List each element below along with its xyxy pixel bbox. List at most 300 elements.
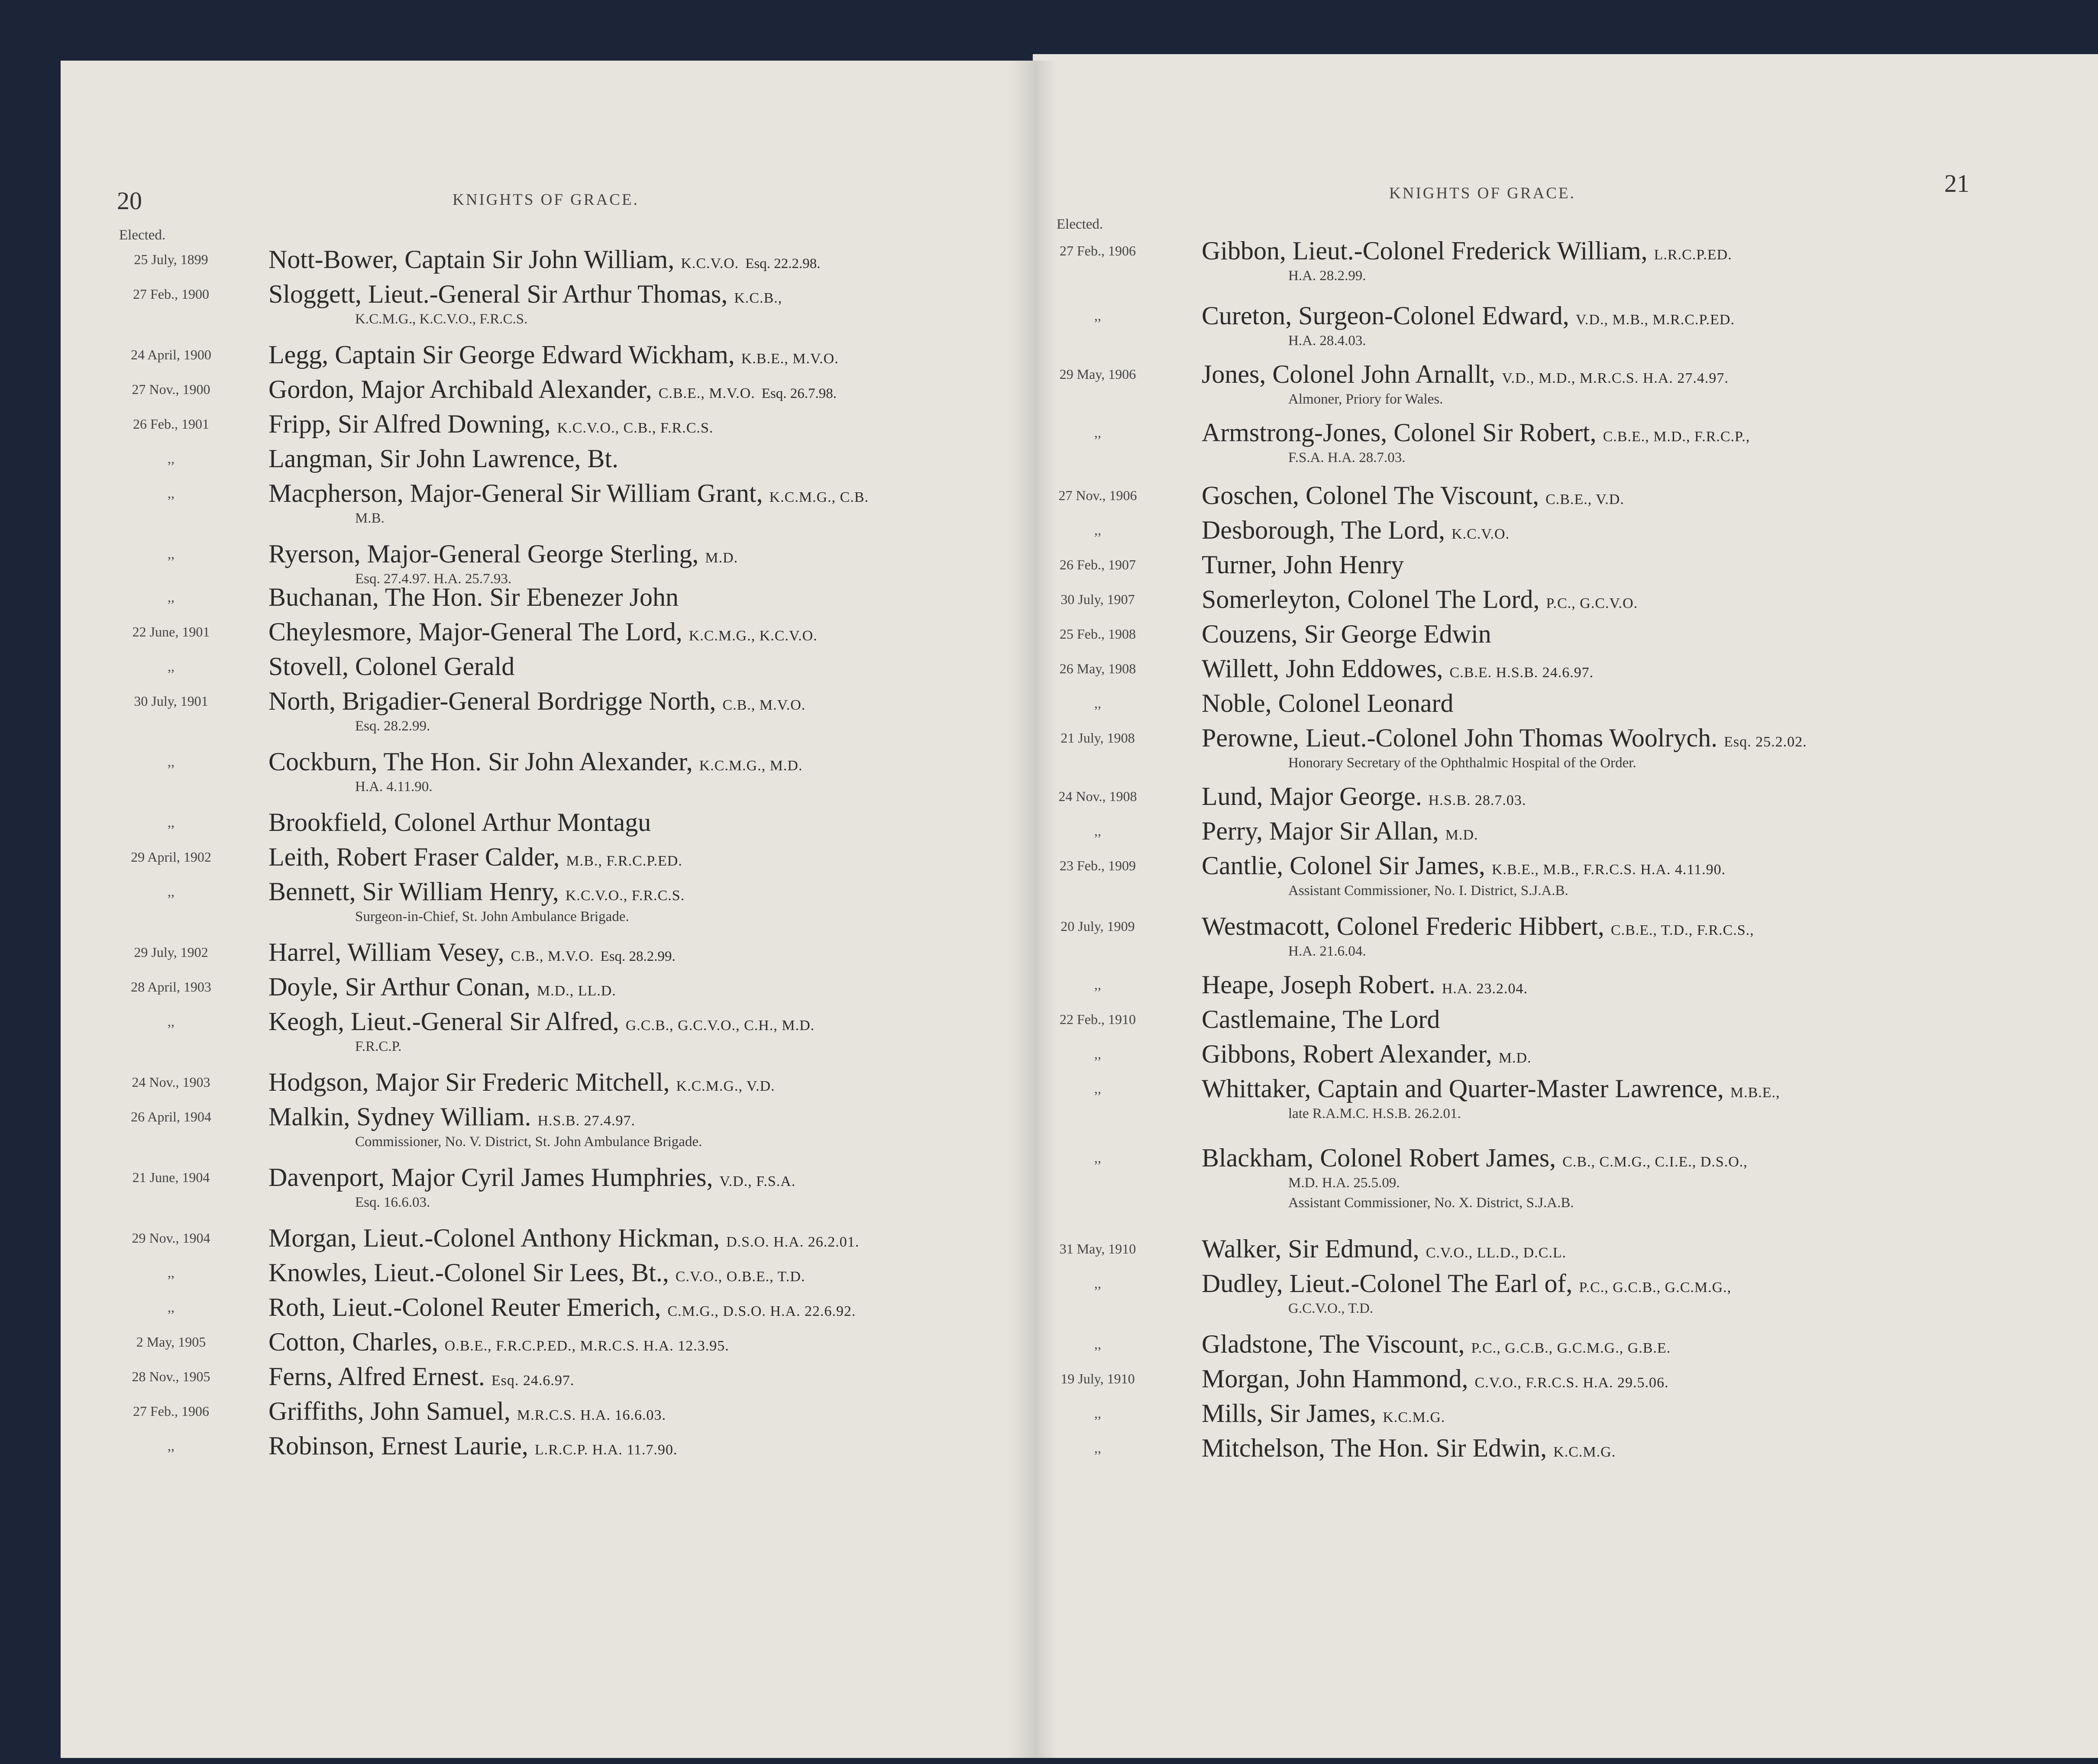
list-item	[61, 375, 1033, 410]
election-date: 29 Nov., 1904	[132, 1230, 210, 1246]
entry-subline: H.A. 28.4.03.	[1288, 333, 1366, 349]
knight-name: Westmacott, Colonel Frederic Hibbert,	[1202, 912, 1604, 940]
election-date: 29 July, 1902	[134, 944, 208, 960]
entry-subline: Commissioner, No. V. District, St. John Ambulance Brigade.	[355, 1134, 702, 1150]
election-date: ,,	[1094, 425, 1101, 440]
election-date: 27 Feb., 1900	[133, 286, 209, 302]
knight-entry	[1202, 236, 1732, 266]
election-date: ,,	[168, 754, 175, 769]
knight-entry	[1202, 1399, 1445, 1428]
list-item	[1033, 1364, 2098, 1399]
election-date: 24 April, 1900	[131, 347, 211, 362]
knight-entry	[1202, 1269, 1731, 1299]
qualifications: V.D., F.S.A.	[719, 1173, 796, 1189]
knight-name: Roth, Lieut.-Colonel Reuter Emerich,	[268, 1293, 661, 1321]
knight-entry	[268, 652, 514, 682]
qualifications: M.B., F.R.C.P.ED.	[566, 853, 682, 869]
list-item	[1033, 359, 2098, 407]
knight-entry	[1202, 359, 1729, 389]
knight-name: Leith, Robert Fraser Calder,	[268, 843, 560, 871]
knight-name: Stovell, Colonel Gerald	[268, 652, 515, 681]
knight-name: Nott-Bower, Captain Sir John William,	[268, 245, 675, 274]
knight-name: Armstrong-Jones, Colonel Sir Robert,	[1202, 418, 1597, 447]
list-item	[61, 972, 1033, 1008]
election-date: ,,	[1094, 823, 1101, 839]
knight-entry	[1202, 1039, 1532, 1069]
election-date: 25 Feb., 1908	[1060, 626, 1136, 642]
elected-label: Elected.	[1057, 216, 1103, 232]
knight-name: Langman, Sir John Lawrence, Bt.	[268, 444, 619, 473]
entry-subline: F.S.A. H.A. 28.7.03.	[1288, 450, 1406, 465]
knight-name: Harrel, William Vesey,	[268, 938, 504, 966]
election-date: 31 May, 1910	[1059, 1241, 1136, 1257]
election-date: 26 May, 1908	[1059, 661, 1136, 676]
election-date: 27 Feb., 1906	[1060, 243, 1136, 258]
election-date: 25 July, 1899	[134, 252, 208, 267]
qualifications: K.C.B.,	[734, 290, 782, 306]
qualifications: K.C.M.G.	[1553, 1444, 1616, 1460]
list-item	[61, 478, 1033, 526]
knight-name: Gibbons, Robert Alexander,	[1202, 1040, 1492, 1068]
knight-entry	[1202, 1433, 1616, 1463]
knight-entry	[268, 279, 782, 309]
knight-entry	[1202, 688, 1454, 718]
election-date: ,,	[168, 884, 175, 899]
election-date: ,,	[168, 589, 175, 605]
knight-name: Robinson, Ernest Laurie,	[268, 1431, 528, 1460]
election-date: 21 July, 1908	[1060, 730, 1135, 746]
knight-entry	[268, 808, 651, 837]
election-date: 23 Feb., 1909	[1060, 858, 1136, 873]
election-date: 30 July, 1901	[134, 693, 208, 709]
list-item	[1033, 816, 2098, 852]
list-item	[1033, 654, 2098, 689]
election-date: 19 July, 1910	[1060, 1371, 1135, 1386]
election-date: ,,	[168, 451, 175, 466]
knight-entry	[1202, 911, 1754, 941]
knight-entry	[268, 877, 685, 907]
qualifications: K.C.M.G.	[1383, 1409, 1445, 1425]
qualifications: P.C., G.C.V.O.	[1546, 595, 1638, 611]
knight-name: Keogh, Lieut.-General Sir Alfred,	[268, 1007, 619, 1036]
qualifications: P.C., G.C.B., G.C.M.G.,	[1579, 1279, 1732, 1296]
knight-entry	[268, 972, 616, 1002]
knight-entry	[1202, 301, 1735, 331]
esquire-note: Esq. 28.2.99.	[600, 949, 676, 964]
election-date: 22 June, 1901	[132, 624, 210, 640]
entry-subline: Esq. 28.2.99.	[355, 718, 430, 734]
knight-entry	[268, 1007, 815, 1037]
knight-entry	[268, 937, 676, 967]
list-item	[61, 652, 1033, 687]
list-item	[61, 808, 1033, 843]
knight-entry	[1202, 619, 1491, 649]
list-item	[1033, 1234, 2098, 1270]
knight-entry	[1202, 1074, 1780, 1104]
knight-entry	[268, 245, 821, 275]
election-date: 2 May, 1905	[136, 1334, 206, 1350]
qualifications: V.D., M.D., M.R.C.S. H.A. 27.4.97.	[1502, 370, 1729, 386]
knight-name: Blackham, Colonel Robert James,	[1202, 1144, 1556, 1172]
entry-subline: Almoner, Priory for Wales.	[1288, 391, 1443, 407]
list-item	[1033, 970, 2098, 1005]
election-date: ,,	[168, 1438, 175, 1454]
election-date: ,,	[168, 1014, 175, 1029]
qualifications: K.C.V.O.	[1451, 526, 1510, 542]
list-item	[61, 1396, 1033, 1432]
list-item	[1033, 782, 2098, 817]
esquire-note: Esq. 26.7.98.	[761, 386, 837, 401]
knight-name: Gladstone, The Viscount,	[1202, 1330, 1465, 1358]
qualifications: M.B.E.,	[1730, 1085, 1780, 1101]
qualifications: C.B.E. H.S.B. 24.6.97.	[1449, 665, 1594, 681]
entry-subline: H.A. 28.2.99.	[1288, 268, 1366, 284]
qualifications: C.B.E., T.D., F.R.C.S.,	[1610, 922, 1754, 938]
knight-entry	[1202, 1005, 1440, 1034]
election-date: 27 Feb., 1906	[133, 1403, 209, 1419]
list-item	[1033, 1039, 2098, 1075]
qualifications: C.B., M.V.O.	[511, 948, 594, 964]
qualifications: C.B., C.M.G., C.I.E., D.S.O.,	[1562, 1154, 1748, 1170]
entry-subline: Surgeon-in-Chief, St. John Ambulance Brigade.	[355, 909, 629, 924]
qualifications: M.R.C.S. H.A. 16.6.03.	[517, 1407, 666, 1423]
qualifications: K.C.V.O.	[681, 255, 739, 271]
election-date: ,,	[1094, 1150, 1101, 1166]
qualifications: C.V.O., LL.D., D.C.L.	[1426, 1245, 1567, 1261]
knight-entry	[268, 747, 803, 777]
knight-name: Willett, John Eddowes,	[1202, 654, 1443, 683]
knight-name: Knowles, Lieut.-Colonel Sir Lees, Bt.,	[268, 1258, 669, 1287]
list-item	[1033, 418, 2098, 465]
election-date: ,,	[1094, 1405, 1101, 1421]
qualifications: K.C.V.O., F.R.C.S.	[565, 888, 685, 904]
list-item	[61, 279, 1033, 327]
list-item	[1033, 1143, 2098, 1211]
knight-name: Cureton, Surgeon-Colonel Edward,	[1202, 301, 1569, 330]
election-date: ,,	[168, 814, 175, 830]
knight-entry	[268, 842, 682, 872]
qualifications: H.A. 23.2.04.	[1442, 981, 1528, 997]
list-item	[61, 582, 1033, 618]
knight-entry	[1202, 851, 1726, 881]
election-date: 26 Feb., 1907	[1060, 557, 1136, 572]
knight-name: Davenport, Major Cyril James Humphries,	[268, 1163, 713, 1192]
knight-entry	[268, 617, 818, 647]
qualifications: V.D., M.B., M.R.C.P.ED.	[1575, 312, 1735, 328]
list-item	[1033, 301, 2098, 349]
qualifications: H.S.B. 28.7.03.	[1428, 792, 1526, 808]
knight-entry	[1202, 1234, 1566, 1264]
book-gutter	[1009, 61, 1057, 1758]
knight-entry	[1202, 1364, 1669, 1394]
knight-name: Legg, Captain Sir George Edward Wickham,	[268, 340, 735, 369]
knight-name: Cheylesmore, Major-General The Lord,	[268, 617, 682, 646]
list-item	[1033, 911, 2098, 959]
knight-entry	[268, 340, 839, 370]
knight-name: Mills, Sir James,	[1202, 1399, 1377, 1428]
qualifications: C.V.O., F.R.C.S. H.A. 29.5.06.	[1474, 1375, 1669, 1391]
knight-name: Noble, Colonel Leonard	[1202, 689, 1454, 717]
entry-subline: H.A. 21.6.04.	[1288, 943, 1366, 959]
knight-name: Perowne, Lieut.-Colonel John Thomas Woolrych.	[1202, 724, 1718, 752]
knight-name: Turner, John Henry	[1202, 550, 1404, 579]
knight-name: Somerleyton, Colonel The Lord,	[1202, 585, 1540, 614]
qualifications: Esq. 24.6.97.	[491, 1373, 575, 1389]
list-item	[1033, 515, 2098, 551]
list-item	[61, 1362, 1033, 1397]
knight-entry	[268, 1223, 859, 1253]
knight-name: Jones, Colonel John Arnallt,	[1202, 360, 1496, 388]
list-item	[1033, 236, 2098, 284]
knight-entry	[268, 1067, 775, 1097]
qualifications: Esq. 25.2.02.	[1724, 734, 1807, 750]
knight-name: Mitchelson, The Hon. Sir Edwin,	[1202, 1434, 1547, 1462]
knight-entry	[1202, 1329, 1671, 1359]
knight-name: Brookfield, Colonel Arthur Montagu	[268, 808, 651, 837]
knight-name: Dudley, Lieut.-Colonel The Earl of,	[1202, 1269, 1573, 1298]
list-item	[1033, 1074, 2098, 1121]
entry-subline: Assistant Commissioner, No. I. District, S.J.A.B.	[1288, 883, 1568, 898]
election-date: ,,	[1094, 1276, 1101, 1291]
election-date: ,,	[168, 546, 175, 562]
list-item	[1033, 1399, 2098, 1434]
election-date: ,,	[1094, 1440, 1101, 1456]
qualifications: C.V.O., O.B.E., T.D.	[675, 1269, 805, 1285]
knight-name: Ferns, Alfred Ernest.	[268, 1362, 485, 1391]
knight-entry	[268, 1292, 856, 1322]
knight-entry	[268, 1327, 729, 1357]
list-item	[1033, 550, 2098, 585]
running-head: KNIGHTS OF GRACE.	[453, 191, 639, 209]
list-item	[61, 877, 1033, 924]
knight-name: Macpherson, Major-General Sir William Grant,	[268, 479, 763, 507]
election-date: ,,	[1094, 1336, 1101, 1352]
election-date: ,,	[1094, 1081, 1101, 1096]
qualifications: K.C.M.G., C.B.	[769, 489, 869, 505]
election-date: 24 Nov., 1903	[132, 1074, 210, 1090]
list-item	[61, 409, 1033, 445]
list-item	[61, 747, 1033, 795]
knight-name: Goschen, Colonel The Viscount,	[1202, 481, 1539, 510]
knight-name: Lund, Major George.	[1202, 782, 1422, 811]
qualifications: M.D.	[705, 550, 738, 566]
knight-name: Desborough, The Lord,	[1202, 516, 1445, 544]
knight-name: Morgan, Lieut.-Colonel Anthony Hickman,	[268, 1224, 720, 1252]
election-date: 26 Feb., 1901	[133, 416, 209, 432]
knight-entry	[268, 1431, 678, 1461]
knight-name: Couzens, Sir George Edwin	[1202, 620, 1491, 648]
qualifications: L.R.C.P.ED.	[1654, 247, 1732, 263]
election-date: 30 July, 1907	[1060, 591, 1135, 607]
knight-name: Griffiths, John Samuel,	[268, 1397, 511, 1425]
knight-entry	[268, 444, 618, 474]
list-item	[1033, 481, 2098, 516]
list-item	[61, 842, 1033, 878]
qualifications: C.B., M.V.O.	[722, 697, 806, 713]
qualifications: D.S.O. H.A. 26.2.01.	[726, 1234, 860, 1250]
knight-name: Cantlie, Colonel Sir James,	[1202, 851, 1485, 880]
list-item	[61, 686, 1033, 734]
knight-entry	[1202, 723, 1807, 753]
knight-entry	[1202, 654, 1594, 684]
knight-name: Morgan, John Hammond,	[1202, 1364, 1468, 1393]
list-item	[61, 245, 1033, 280]
knight-name: Fripp, Sir Alfred Downing,	[268, 410, 551, 438]
knight-entry	[268, 1102, 635, 1132]
knight-entry	[268, 478, 869, 508]
knight-name: North, Brigadier-General Bordrigge North,	[268, 687, 716, 715]
list-item	[61, 1327, 1033, 1363]
entry-subline: Esq. 16.6.03.	[355, 1195, 430, 1210]
knight-name: Perry, Major Sir Allan,	[1202, 817, 1439, 845]
election-date: 21 June, 1904	[132, 1170, 210, 1185]
knight-entry	[1202, 585, 1638, 614]
running-head: KNIGHTS OF GRACE.	[1389, 184, 1576, 202]
knight-entry	[1202, 550, 1404, 580]
left-page	[61, 61, 1033, 1758]
qualifications: C.B.E., M.D., F.R.C.P.,	[1603, 429, 1750, 445]
qualifications: M.D.	[1498, 1050, 1532, 1066]
knight-entry	[1202, 481, 1624, 510]
knight-name: Cotton, Charles,	[268, 1328, 438, 1356]
list-item	[1033, 723, 2098, 771]
election-date: ,,	[1094, 977, 1101, 992]
qualifications: C.B.E., M.V.O.	[658, 385, 755, 401]
list-item	[61, 340, 1033, 375]
entry-subline: late R.A.M.C. H.S.B. 26.2.01.	[1288, 1106, 1461, 1121]
election-date: ,,	[1094, 695, 1101, 711]
list-item	[1033, 1005, 2098, 1040]
election-date: 24 Nov., 1908	[1058, 788, 1137, 804]
right-page	[1033, 54, 2098, 1758]
election-date: ,,	[168, 1299, 175, 1315]
knight-entry	[268, 1163, 795, 1192]
page-number: 20	[117, 187, 142, 215]
qualifications: C.M.G., D.S.O. H.A. 22.6.92.	[667, 1303, 856, 1319]
knight-entry	[268, 582, 679, 612]
knight-name: Doyle, Sir Arthur Conan,	[268, 972, 530, 1001]
election-date: 22 Feb., 1910	[1060, 1011, 1136, 1027]
qualifications: H.S.B. 27.4.97.	[537, 1113, 636, 1129]
knight-name: Malkin, Sydney William.	[268, 1102, 531, 1131]
election-date: ,,	[168, 1265, 175, 1280]
list-item	[61, 1223, 1033, 1259]
election-date: ,,	[168, 485, 175, 501]
list-item	[61, 1007, 1033, 1054]
knight-name: Walker, Sir Edmund,	[1202, 1234, 1419, 1263]
elected-label: Elected.	[119, 227, 166, 243]
knight-entry	[1202, 970, 1528, 1000]
election-date: 29 April, 1902	[131, 849, 211, 865]
knight-name: Ryerson, Major-General George Sterling,	[268, 540, 699, 568]
knight-entry	[1202, 418, 1750, 448]
qualifications: P.C., G.C.B., G.C.M.G., G.B.E.	[1471, 1340, 1671, 1356]
esquire-note: Esq. 22.2.98.	[745, 256, 821, 271]
list-item	[61, 1431, 1033, 1467]
knight-entry	[1202, 816, 1478, 846]
entry-subline: Honorary Secretary of the Ophthalmic Hospital of the Order.	[1288, 755, 1636, 771]
list-item	[61, 444, 1033, 479]
qualifications: K.C.M.G., K.C.V.O.	[689, 628, 818, 644]
qualifications: M.D.	[1445, 827, 1478, 843]
knight-name: Sloggett, Lieut.-General Sir Arthur Thomas,	[268, 280, 728, 308]
knight-entry	[1202, 1143, 1748, 1173]
list-item	[61, 539, 1033, 587]
entry-subline: Assistant Commissioner, No. X. District, S.J.A.B.	[1288, 1195, 1574, 1211]
qualifications: K.B.E., M.B., F.R.C.S. H.A. 4.11.90.	[1491, 862, 1726, 878]
knight-name: Bennett, Sir William Henry,	[268, 877, 559, 906]
qualifications: K.C.M.G., M.D.	[699, 758, 803, 774]
knight-entry	[268, 539, 738, 569]
qualifications: K.C.V.O., C.B., F.R.C.S.	[557, 420, 714, 436]
list-item	[1033, 1269, 2098, 1316]
knight-name: Cockburn, The Hon. Sir John Alexander,	[268, 747, 693, 776]
entry-subline: G.C.V.O., T.D.	[1288, 1301, 1374, 1316]
qualifications: C.B.E., V.D.	[1545, 491, 1624, 507]
entry-subline: H.A. 4.11.90.	[355, 779, 433, 795]
entry-subline: F.R.C.P.	[355, 1039, 402, 1054]
qualifications: M.D., LL.D.	[537, 983, 616, 999]
qualifications: L.R.C.P. H.A. 11.7.90.	[534, 1442, 678, 1458]
list-item	[1033, 688, 2098, 724]
election-date: ,,	[1094, 1046, 1101, 1062]
list-item	[61, 937, 1033, 973]
list-item	[61, 1163, 1033, 1210]
knight-name: Gibbon, Lieut.-Colonel Frederick William,	[1202, 236, 1648, 265]
list-item	[61, 1067, 1033, 1103]
list-item	[61, 1292, 1033, 1328]
knight-name: Buchanan, The Hon. Sir Ebenezer John	[268, 583, 679, 611]
knight-entry	[1202, 782, 1526, 811]
knight-name: Castlemaine, The Lord	[1202, 1005, 1440, 1034]
knight-name: Heape, Joseph Robert.	[1202, 970, 1435, 999]
page-number: 21	[1944, 169, 1969, 197]
knight-entry	[268, 409, 713, 439]
qualifications: G.C.B., G.C.V.O., C.H., M.D.	[625, 1018, 815, 1034]
qualifications: K.B.E., M.V.O.	[741, 351, 839, 367]
election-date: 27 Nov., 1900	[132, 381, 210, 397]
list-item	[1033, 619, 2098, 655]
qualifications: O.B.E., F.R.C.P.ED., M.R.C.S. H.A. 12.3.95.	[444, 1338, 729, 1354]
election-date: ,,	[168, 659, 175, 674]
list-item	[1033, 851, 2098, 898]
election-date: 29 May, 1906	[1059, 366, 1136, 382]
list-item	[1033, 585, 2098, 620]
election-date: 28 April, 1903	[131, 979, 211, 995]
knight-entry	[268, 1362, 574, 1392]
knight-entry	[268, 1258, 805, 1288]
election-date: 20 July, 1909	[1060, 918, 1135, 934]
entry-subline: M.B.	[355, 510, 385, 526]
entry-subline: K.C.M.G., K.C.V.O., F.R.C.S.	[355, 311, 528, 327]
list-item	[61, 617, 1033, 653]
knight-name: Hodgson, Major Sir Frederic Mitchell,	[268, 1068, 670, 1096]
election-date: ,,	[1094, 308, 1101, 323]
list-item	[1033, 1329, 2098, 1365]
list-item	[1033, 1433, 2098, 1469]
election-date: 26 April, 1904	[131, 1109, 211, 1124]
entry-subline: Esq. 27.4.97. H.A. 25.7.93.	[355, 571, 512, 587]
list-item	[61, 1258, 1033, 1293]
knight-entry	[268, 1396, 666, 1426]
qualifications: K.C.M.G., V.D.	[676, 1078, 775, 1094]
list-item	[61, 1102, 1033, 1150]
knight-name: Gordon, Major Archibald Alexander,	[268, 375, 652, 404]
election-date: 27 Nov., 1906	[1058, 488, 1137, 503]
election-date: ,,	[1094, 522, 1101, 538]
knight-entry	[268, 686, 805, 716]
election-date: 28 Nov., 1905	[132, 1369, 210, 1384]
